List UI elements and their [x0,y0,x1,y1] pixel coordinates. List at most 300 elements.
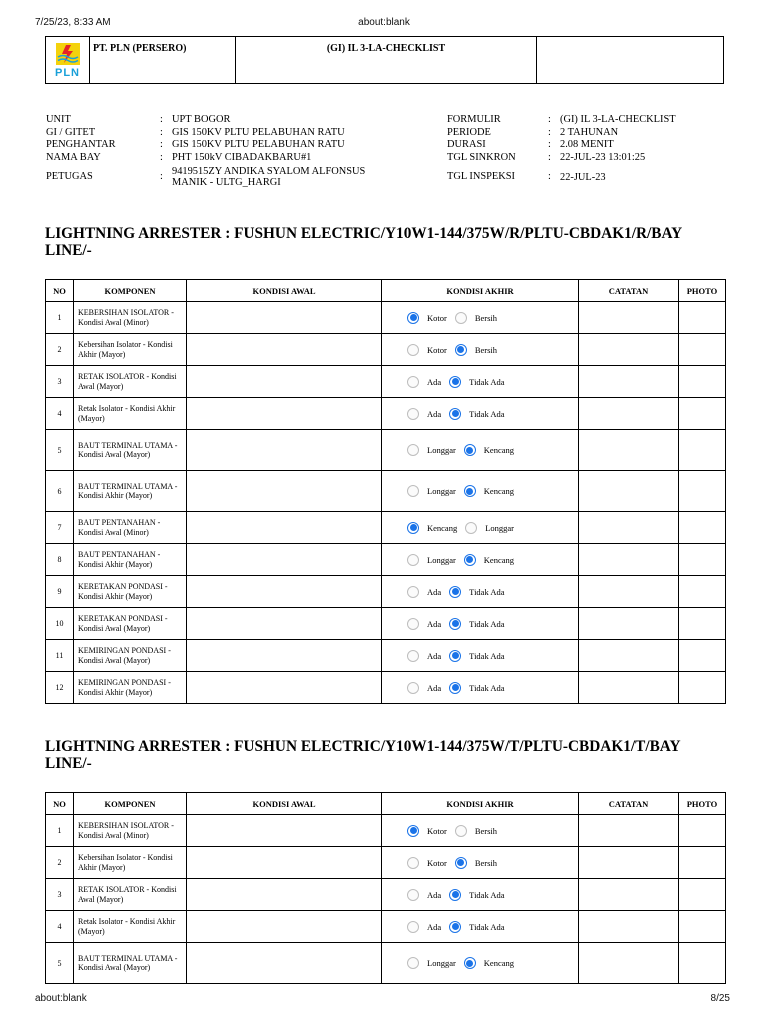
komponen-cell: KEMIRINGAN PONDASI - Kondisi Awal (Mayor) [74,640,187,672]
radio-checked-icon[interactable] [455,857,467,869]
radio-label: Kotor [427,344,447,355]
radio-group [382,682,578,694]
radio-option[interactable] [449,682,504,694]
table-row [46,672,726,704]
col-header-kondisi-awal: KONDISI AWAL [187,280,382,302]
checklist-table [45,792,726,984]
info-label: TGL INSPEKSI [447,171,516,183]
radio-option[interactable] [455,344,497,356]
radio-unchecked-icon[interactable] [407,650,419,662]
catatan-cell [579,334,679,366]
info-label: PERIODE [447,126,491,138]
document-header [45,36,724,84]
kondisi-akhir-cell [382,640,579,672]
kondisi-awal-cell [187,544,382,576]
radio-group [382,312,578,324]
kondisi-awal-cell [187,576,382,608]
catatan-cell [579,398,679,430]
info-label: NAMA BAY [46,151,101,163]
table-header-row [46,280,726,302]
radio-label: Tidak Ada [469,650,505,661]
radio-option[interactable] [407,618,441,630]
photo-cell [679,847,726,879]
radio-option[interactable] [455,825,497,837]
komponen-cell: KEBERSIHAN ISOLATOR - Kondisi Awal (Minor) [74,815,187,847]
section-title: LIGHTNING ARRESTER : FUSHUN ELECTRIC/Y10W1-144/375W/T/PLTU-CBDAK1/T/BAY LINE/- [45,738,680,772]
radio-option[interactable] [455,857,497,869]
info-separator: : [548,114,551,125]
radio-label: Bersih [474,344,498,355]
row-number: 4 [46,911,74,943]
radio-label: Bersih [474,825,498,836]
catatan-cell [579,471,679,512]
radio-label: Ada [427,889,442,900]
radio-label: Bersih [474,312,498,323]
col-header-no: NO [46,280,74,302]
kondisi-awal-cell [187,471,382,512]
info-separator: : [548,171,551,183]
info-row-penghantar [46,139,372,152]
info-label: PETUGAS [46,171,93,183]
radio-unchecked-icon[interactable] [407,586,419,598]
radio-label: Ada [427,376,442,387]
radio-option[interactable] [407,344,447,356]
row-number: 7 [46,512,74,544]
radio-label: Tidak Ada [469,618,505,629]
kondisi-awal-cell [187,512,382,544]
radio-group [382,586,578,598]
photo-cell [679,815,726,847]
row-number: 11 [46,640,74,672]
radio-unchecked-icon[interactable] [407,957,419,969]
komponen-cell: BAUT TERMINAL UTAMA - Kondisi Awal (Mayor) [74,430,187,471]
info-label: UNIT [46,114,71,125]
table-row [46,815,726,847]
info-value: 22-JUL-23 13:01:25 [560,151,646,163]
info-label: PENGHANTAR [46,139,116,151]
radio-option[interactable] [407,408,441,420]
kondisi-awal-cell [187,334,382,366]
table-row [46,302,726,334]
komponen-cell: RETAK ISOLATOR - Kondisi Awal (Mayor) [74,366,187,398]
radio-option[interactable] [407,586,441,598]
photo-cell [679,430,726,471]
form-title: (GI) IL 3-LA-CHECKLIST [236,37,537,83]
radio-option[interactable] [465,522,514,534]
radio-label: Ada [427,408,442,419]
info-right [447,114,760,190]
radio-checked-icon[interactable] [449,889,461,901]
radio-option[interactable] [455,312,497,324]
radio-option[interactable] [407,650,441,662]
kondisi-akhir-cell [382,943,579,984]
info-separator: : [548,151,551,163]
radio-option[interactable] [464,444,514,456]
komponen-cell: Kebersihan Isolator - Kondisi Akhir (Mayor) [74,847,187,879]
catatan-cell [579,366,679,398]
radio-group [382,921,578,933]
catatan-cell [579,815,679,847]
radio-checked-icon[interactable] [449,618,461,630]
section-title: LIGHTNING ARRESTER : FUSHUN ELECTRIC/Y10W1-144/375W/R/PLTU-CBDAK1/R/BAY LINE/- [45,225,682,259]
row-number: 6 [46,471,74,512]
radio-option[interactable] [407,857,447,869]
radio-option[interactable] [407,376,441,388]
row-number: 2 [46,334,74,366]
info-row-durasi [447,139,760,152]
kondisi-akhir-cell [382,430,579,471]
checklist-table [45,279,726,704]
radio-group [382,650,578,662]
catatan-cell [579,576,679,608]
kondisi-akhir-cell [382,334,579,366]
col-header-kondisi-akhir: KONDISI AKHIR [382,280,579,302]
col-header-komponen: KOMPONEN [74,793,187,815]
radio-label: Ada [427,586,442,597]
radio-option[interactable] [407,312,447,324]
radio-unchecked-icon[interactable] [455,825,467,837]
radio-label: Kotor [427,312,447,323]
kondisi-akhir-cell [382,815,579,847]
radio-option[interactable] [407,682,441,694]
table-header-row [46,793,726,815]
radio-group [382,957,578,969]
kondisi-akhir-cell [382,512,579,544]
komponen-cell: Kebersihan Isolator - Kondisi Akhir (Mayor) [74,334,187,366]
print-url: about:blank [358,17,410,28]
radio-label: Longgar [427,445,456,455]
catatan-cell [579,943,679,984]
row-number: 1 [46,815,74,847]
row-number: 2 [46,847,74,879]
radio-label: Longgar [427,554,456,565]
photo-cell [679,608,726,640]
company-name: PT. PLN (PERSERO) [90,37,236,83]
info-label: TGL SINKRON [447,151,516,163]
header-empty-cell [537,37,723,83]
radio-label: Kencang [427,522,458,533]
table-row [46,911,726,943]
radio-label: Ada [427,618,442,629]
row-number: 9 [46,576,74,608]
komponen-cell: RETAK ISOLATOR - Kondisi Awal (Mayor) [74,879,187,911]
catatan-cell [579,512,679,544]
radio-label: Kencang [483,486,515,496]
radio-unchecked-icon[interactable] [407,376,419,388]
row-number: 1 [46,302,74,334]
catatan-cell [579,879,679,911]
kondisi-awal-cell [187,672,382,704]
komponen-cell: BAUT TERMINAL UTAMA - Kondisi Awal (Mayor) [74,943,187,984]
table-row [46,512,726,544]
info-row-tgl-sinkron [447,152,760,165]
lightning-logo-icon [55,42,81,66]
print-datetime: 7/25/23, 8:33 AM [35,17,111,28]
radio-label: Tidak Ada [469,586,505,597]
radio-unchecked-icon[interactable] [407,857,419,869]
komponen-cell: BAUT PENTANAHAN - Kondisi Akhir (Mayor) [74,544,187,576]
radio-checked-icon[interactable] [455,344,467,356]
radio-option[interactable] [407,554,456,566]
kondisi-awal-cell [187,815,382,847]
radio-checked-icon[interactable] [464,957,476,969]
info-value: GIS 150KV PLTU PELABUHAN RATU [172,139,345,151]
radio-checked-icon[interactable] [449,376,461,388]
radio-unchecked-icon[interactable] [407,444,419,456]
kondisi-akhir-cell [382,398,579,430]
radio-unchecked-icon[interactable] [465,522,477,534]
radio-option[interactable] [407,889,441,901]
info-value: 9419515ZY ANDIKA SYALOM ALFONSUS MANIK - ULTG_HARGI [172,166,366,189]
info-separator: : [160,151,163,163]
radio-label: Longgar [427,958,456,968]
radio-label: Tidak Ada [469,682,505,693]
radio-checked-icon[interactable] [407,825,419,837]
radio-option[interactable] [464,554,514,566]
info-row-petugas [46,164,372,190]
komponen-cell: BAUT PENTANAHAN - Kondisi Awal (Minor) [74,512,187,544]
radio-label: Kencang [483,445,515,455]
radio-unchecked-icon[interactable] [407,889,419,901]
table-row [46,471,726,512]
info-row-formulir [447,114,760,127]
print-header [0,17,768,31]
radio-checked-icon[interactable] [449,408,461,420]
komponen-cell: KEMIRINGAN PONDASI - Kondisi Akhir (Mayor) [74,672,187,704]
photo-cell [679,398,726,430]
radio-unchecked-icon[interactable] [455,312,467,324]
info-value: 2 TAHUNAN [560,126,619,138]
kondisi-akhir-cell [382,847,579,879]
radio-group [382,825,578,837]
radio-label: Ada [427,682,442,693]
radio-option[interactable] [449,408,504,420]
col-header-photo: PHOTO [679,793,726,815]
catatan-cell [579,911,679,943]
photo-cell [679,366,726,398]
table-row [46,847,726,879]
radio-group [382,522,578,534]
info-row-gi-gitet [46,127,372,140]
info-separator: : [160,139,163,151]
radio-checked-icon[interactable] [407,522,419,534]
radio-checked-icon[interactable] [464,554,476,566]
radio-option[interactable] [407,957,456,969]
kondisi-akhir-cell [382,608,579,640]
radio-label: Kencang [483,554,515,565]
radio-label: Kencang [483,958,515,968]
pln-logo [46,37,90,83]
photo-cell [679,576,726,608]
radio-option[interactable] [464,485,514,497]
info-value: 22-JUL-23 [560,171,606,183]
radio-group [382,857,578,869]
table-row [46,576,726,608]
logo-text: PLN [55,66,80,79]
photo-cell [679,943,726,984]
col-header-catatan: CATATAN [579,793,679,815]
radio-unchecked-icon[interactable] [407,921,419,933]
info-label: GI / GITET [46,126,96,138]
info-value: 2.08 MENIT [560,139,614,151]
kondisi-awal-cell [187,608,382,640]
photo-cell [679,334,726,366]
radio-label: Kotor [427,857,447,868]
col-header-kondisi-awal: KONDISI AWAL [187,793,382,815]
row-number: 3 [46,366,74,398]
kondisi-awal-cell [187,879,382,911]
photo-cell [679,879,726,911]
footer-url: about:blank [35,993,87,1004]
kondisi-awal-cell [187,366,382,398]
kondisi-awal-cell [187,398,382,430]
info-row-tgl-inspeksi [447,164,760,190]
kondisi-awal-cell [187,847,382,879]
table-row [46,430,726,471]
info-row-unit [46,114,372,127]
kondisi-awal-cell [187,911,382,943]
radio-option[interactable] [449,586,504,598]
col-header-no: NO [46,793,74,815]
col-header-kondisi-akhir: KONDISI AKHIR [382,793,579,815]
kondisi-akhir-cell [382,576,579,608]
info-value: PHT 150kV CIBADAKBARU#1 [172,151,312,163]
kondisi-akhir-cell [382,879,579,911]
radio-label: Tidak Ada [469,889,505,900]
print-footer [0,993,768,1007]
komponen-cell: Retak Isolator - Kondisi Akhir (Mayor) [74,398,187,430]
radio-unchecked-icon[interactable] [407,408,419,420]
row-number: 8 [46,544,74,576]
catatan-cell [579,430,679,471]
radio-option[interactable] [449,889,504,901]
catatan-cell [579,608,679,640]
table-row [46,334,726,366]
radio-option[interactable] [449,650,504,662]
radio-unchecked-icon[interactable] [407,682,419,694]
info-separator: : [160,126,163,138]
info-separator: : [160,171,163,183]
info-row-periode [447,127,760,140]
info-label: DURASI [447,139,486,151]
komponen-cell: KERETAKAN PONDASI - Kondisi Awal (Mayor) [74,608,187,640]
radio-checked-icon[interactable] [449,682,461,694]
komponen-cell: KERETAKAN PONDASI - Kondisi Akhir (Mayor) [74,576,187,608]
catatan-cell [579,640,679,672]
row-number: 3 [46,879,74,911]
radio-option[interactable] [464,957,514,969]
kondisi-awal-cell [187,430,382,471]
page-number: 8/25 [710,993,730,1004]
photo-cell [679,672,726,704]
col-header-photo: PHOTO [679,280,726,302]
info-row-nama-bay [46,152,372,165]
radio-group [382,485,578,497]
col-header-catatan: CATATAN [579,280,679,302]
info-left [46,114,372,190]
radio-unchecked-icon[interactable] [407,485,419,497]
radio-group [382,376,578,388]
photo-cell [679,471,726,512]
radio-group [382,889,578,901]
radio-checked-icon[interactable] [464,444,476,456]
radio-label: Longgar [427,486,456,496]
row-number: 12 [46,672,74,704]
catatan-cell [579,847,679,879]
radio-option[interactable] [449,618,504,630]
table-row [46,608,726,640]
row-number: 10 [46,608,74,640]
catatan-cell [579,302,679,334]
radio-group [382,408,578,420]
radio-label: Kotor [427,825,447,836]
catatan-cell [579,544,679,576]
radio-unchecked-icon[interactable] [407,554,419,566]
info-separator: : [548,139,551,151]
photo-cell [679,640,726,672]
info-value: UPT BOGOR [172,114,231,125]
radio-checked-icon[interactable] [449,650,461,662]
table-row [46,398,726,430]
col-header-komponen: KOMPONEN [74,280,187,302]
radio-option[interactable] [407,444,456,456]
info-value: GIS 150KV PLTU PELABUHAN RATU [172,126,345,138]
kondisi-awal-cell [187,640,382,672]
info-value: (GI) IL 3-LA-CHECKLIST [560,114,676,125]
komponen-cell: Retak Isolator - Kondisi Akhir (Mayor) [74,911,187,943]
komponen-cell: KEBERSIHAN ISOLATOR - Kondisi Awal (Minor) [74,302,187,334]
row-number: 5 [46,430,74,471]
radio-label: Ada [427,921,442,932]
info-separator: : [548,126,551,138]
photo-cell [679,302,726,334]
photo-cell [679,544,726,576]
radio-checked-icon[interactable] [464,485,476,497]
radio-label: Ada [427,650,442,661]
radio-checked-icon[interactable] [449,586,461,598]
row-number: 4 [46,398,74,430]
photo-cell [679,911,726,943]
radio-checked-icon[interactable] [449,921,461,933]
table-row [46,366,726,398]
radio-option[interactable] [449,376,504,388]
radio-checked-icon[interactable] [407,312,419,324]
table-row [46,879,726,911]
radio-unchecked-icon[interactable] [407,618,419,630]
table-row [46,943,726,984]
radio-option[interactable] [449,921,504,933]
kondisi-akhir-cell [382,302,579,334]
radio-option[interactable] [407,485,456,497]
kondisi-akhir-cell [382,366,579,398]
radio-group [382,444,578,456]
radio-label: Tidak Ada [469,376,505,387]
radio-label: Tidak Ada [469,408,505,419]
kondisi-akhir-cell [382,911,579,943]
radio-group [382,554,578,566]
table-row [46,640,726,672]
radio-option[interactable] [407,921,441,933]
radio-label: Tidak Ada [469,921,505,932]
table-row [46,544,726,576]
info-separator: : [160,114,163,125]
radio-group [382,618,578,630]
radio-unchecked-icon[interactable] [407,344,419,356]
radio-option[interactable] [407,522,457,534]
komponen-cell: BAUT TERMINAL UTAMA - Kondisi Akhir (Mayor) [74,471,187,512]
kondisi-akhir-cell [382,544,579,576]
radio-option[interactable] [407,825,447,837]
